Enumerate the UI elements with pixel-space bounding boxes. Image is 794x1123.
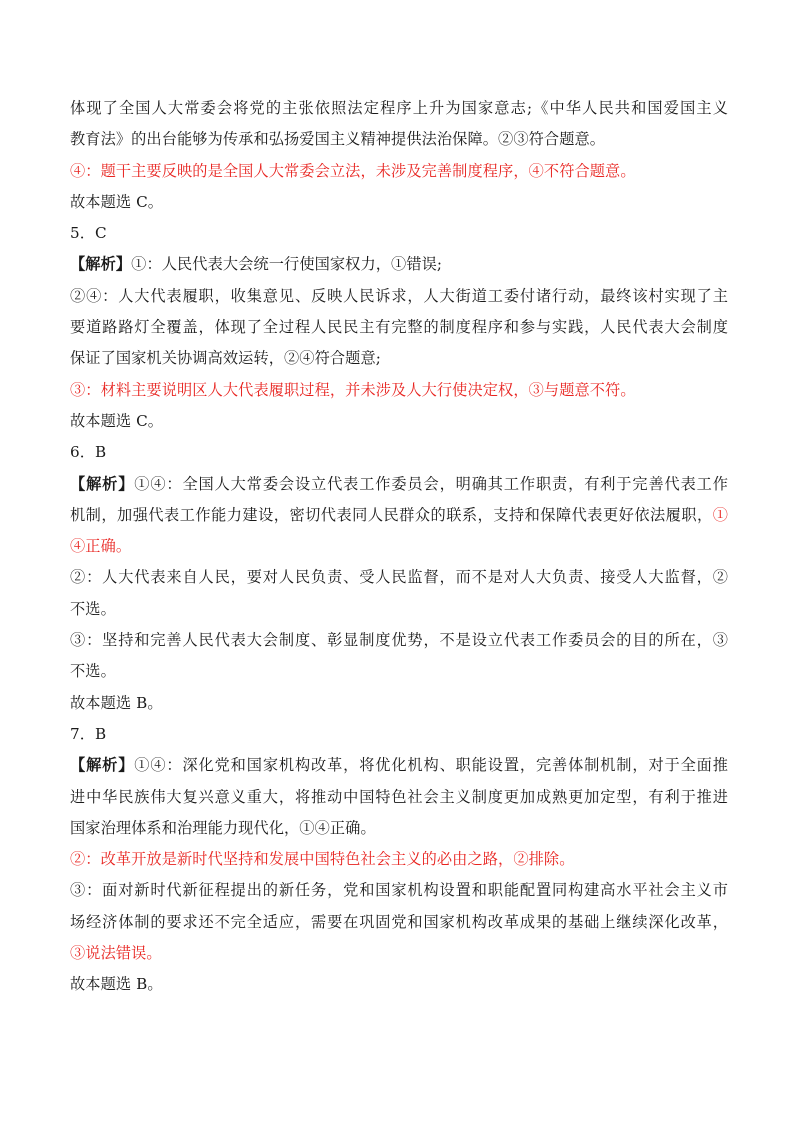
paragraph-q6: [70, 437, 728, 468]
text-run: ②：人大代表来自人民，要对人民负责、受人民监督，而不是对人大负责、接受人大监督，②: [70, 568, 728, 587]
text-line: [70, 969, 728, 1000]
paragraph-p5d: [70, 406, 728, 437]
text-line: [70, 813, 728, 844]
text-line: [70, 500, 728, 531]
text-run: 故本题选 B。: [70, 975, 163, 994]
paragraph-q5: [70, 218, 728, 249]
paragraph-p5b: [70, 281, 728, 375]
paragraph-p6c: [70, 625, 728, 688]
text-line: [70, 93, 728, 124]
text-line: [70, 469, 728, 500]
text-line: [70, 437, 728, 468]
text-line: [70, 187, 728, 218]
paragraph-q7: [70, 719, 728, 750]
text-run: 7．B: [70, 724, 107, 743]
text-line: [70, 281, 728, 312]
text-run: 保证了国家机关协调高效运转，②④符合题意;: [70, 349, 381, 368]
paragraph-p6d: [70, 688, 728, 719]
text-run: 体现了全国人大常委会将党的主张依照法定程序上升为国家意志;《中华人民共和国爱国主义: [70, 99, 728, 117]
analysis-label: 【解析】: [70, 756, 135, 775]
paragraph-p5a: [70, 249, 728, 280]
text-line: [70, 844, 728, 875]
text-run: ④正确。: [70, 537, 132, 556]
text-run: ③：面对新时代新征程提出的新任务，党和国家机构设置和职能配置同构建高水平社会主义市: [70, 881, 728, 900]
text-run: 不选。: [70, 599, 116, 618]
text-run: 故本题选 C。: [70, 192, 164, 211]
text-line: [70, 343, 728, 374]
text-run: 6．B: [70, 443, 107, 462]
text-run: ②：改革开放是新时代坚持和发展中国特色社会主义的必由之路，②排除。: [70, 850, 575, 869]
paragraph-p3: [70, 187, 728, 218]
paragraph-p7c: [70, 875, 728, 969]
text-line: [70, 719, 728, 750]
paragraph-p5c: [70, 375, 728, 406]
text-line: [70, 156, 728, 187]
analysis-label: 【解析】: [70, 255, 132, 274]
paragraph-p7a: [70, 750, 728, 844]
analysis-label: 【解析】: [70, 474, 135, 493]
text-run: ③说法错误。: [70, 944, 162, 963]
text-run: 场经济体制的要求还不完全适应，需要在巩固党和国家机构改革成果的基础上继续深化改革，: [70, 912, 728, 931]
paragraph-p7d: [70, 969, 728, 1000]
text-run: 不选。: [70, 662, 116, 681]
text-run: ①: [712, 505, 728, 524]
text-line: [70, 531, 728, 562]
text-line: [70, 656, 728, 687]
text-line: [70, 249, 728, 280]
text-run: 故本题选 C。: [70, 411, 164, 430]
text-run: ①④：全国人大常委会设立代表工作委员会，明确其工作职责，有利于完善代表工作: [134, 474, 728, 493]
text-run: 进中华民族伟大复兴意义重大，将推动中国特色社会主义制度更加成熟更加定型，有利于推进: [70, 787, 728, 806]
paragraph-p6b: [70, 562, 728, 625]
text-line: [70, 688, 728, 719]
text-run: ③：材料主要说明区人大代表履职过程，并未涉及人大行使决定权，③与题意不符。: [70, 380, 636, 399]
text-run: 要道路路灯全覆盖，体现了全过程人民民主有完整的制度程序和参与实践，人民代表大会制度: [70, 318, 728, 337]
paragraph-p1: [70, 93, 728, 156]
text-run: 机制，加强代表工作能力建设，密切代表同人民群众的联系，支持和保障代表更好依法履职，: [70, 505, 713, 524]
text-run: ③：坚持和完善人民代表大会制度、彰显制度优势，不是设立代表工作委员会的目的所在，③: [70, 631, 728, 650]
text-run: ①④：深化党和国家机构改革，将优化机构、职能设置，完善体制机制，对于全面推: [134, 756, 728, 775]
text-line: [70, 907, 728, 938]
text-line: [70, 782, 728, 813]
text-run: 教育法》的出台能够为传承和弘扬爱国主义精神提供法治保障。②③符合题意。: [70, 130, 606, 149]
text-line: [70, 625, 728, 656]
text-line: [70, 375, 728, 406]
text-line: [70, 594, 728, 625]
text-run: ②④：人大代表履职，收集意见、反映人民诉求，人大街道工委付诸行动，最终该村实现了主: [70, 286, 728, 305]
text-line: [70, 406, 728, 437]
text-line: [70, 218, 728, 249]
paragraph-p7b: [70, 844, 728, 875]
text-line: [70, 875, 728, 906]
text-line: [70, 562, 728, 593]
text-run: 国家治理体系和治理能力现代化，①④正确。: [70, 818, 376, 837]
text-line: [70, 750, 728, 781]
paragraph-p6a: [70, 469, 728, 563]
text-line: [70, 124, 728, 155]
text-run: 故本题选 B。: [70, 693, 163, 712]
text-line: [70, 938, 728, 969]
text-line: [70, 312, 728, 343]
text-run: ①：人民代表大会统一行使国家权力，①错误;: [131, 255, 443, 274]
text-run: 5．C: [70, 224, 107, 243]
paragraph-p2: [70, 156, 728, 187]
text-run: ④：题干主要反映的是全国人大常委会立法，未涉及完善制度程序，④不符合题意。: [70, 161, 636, 180]
